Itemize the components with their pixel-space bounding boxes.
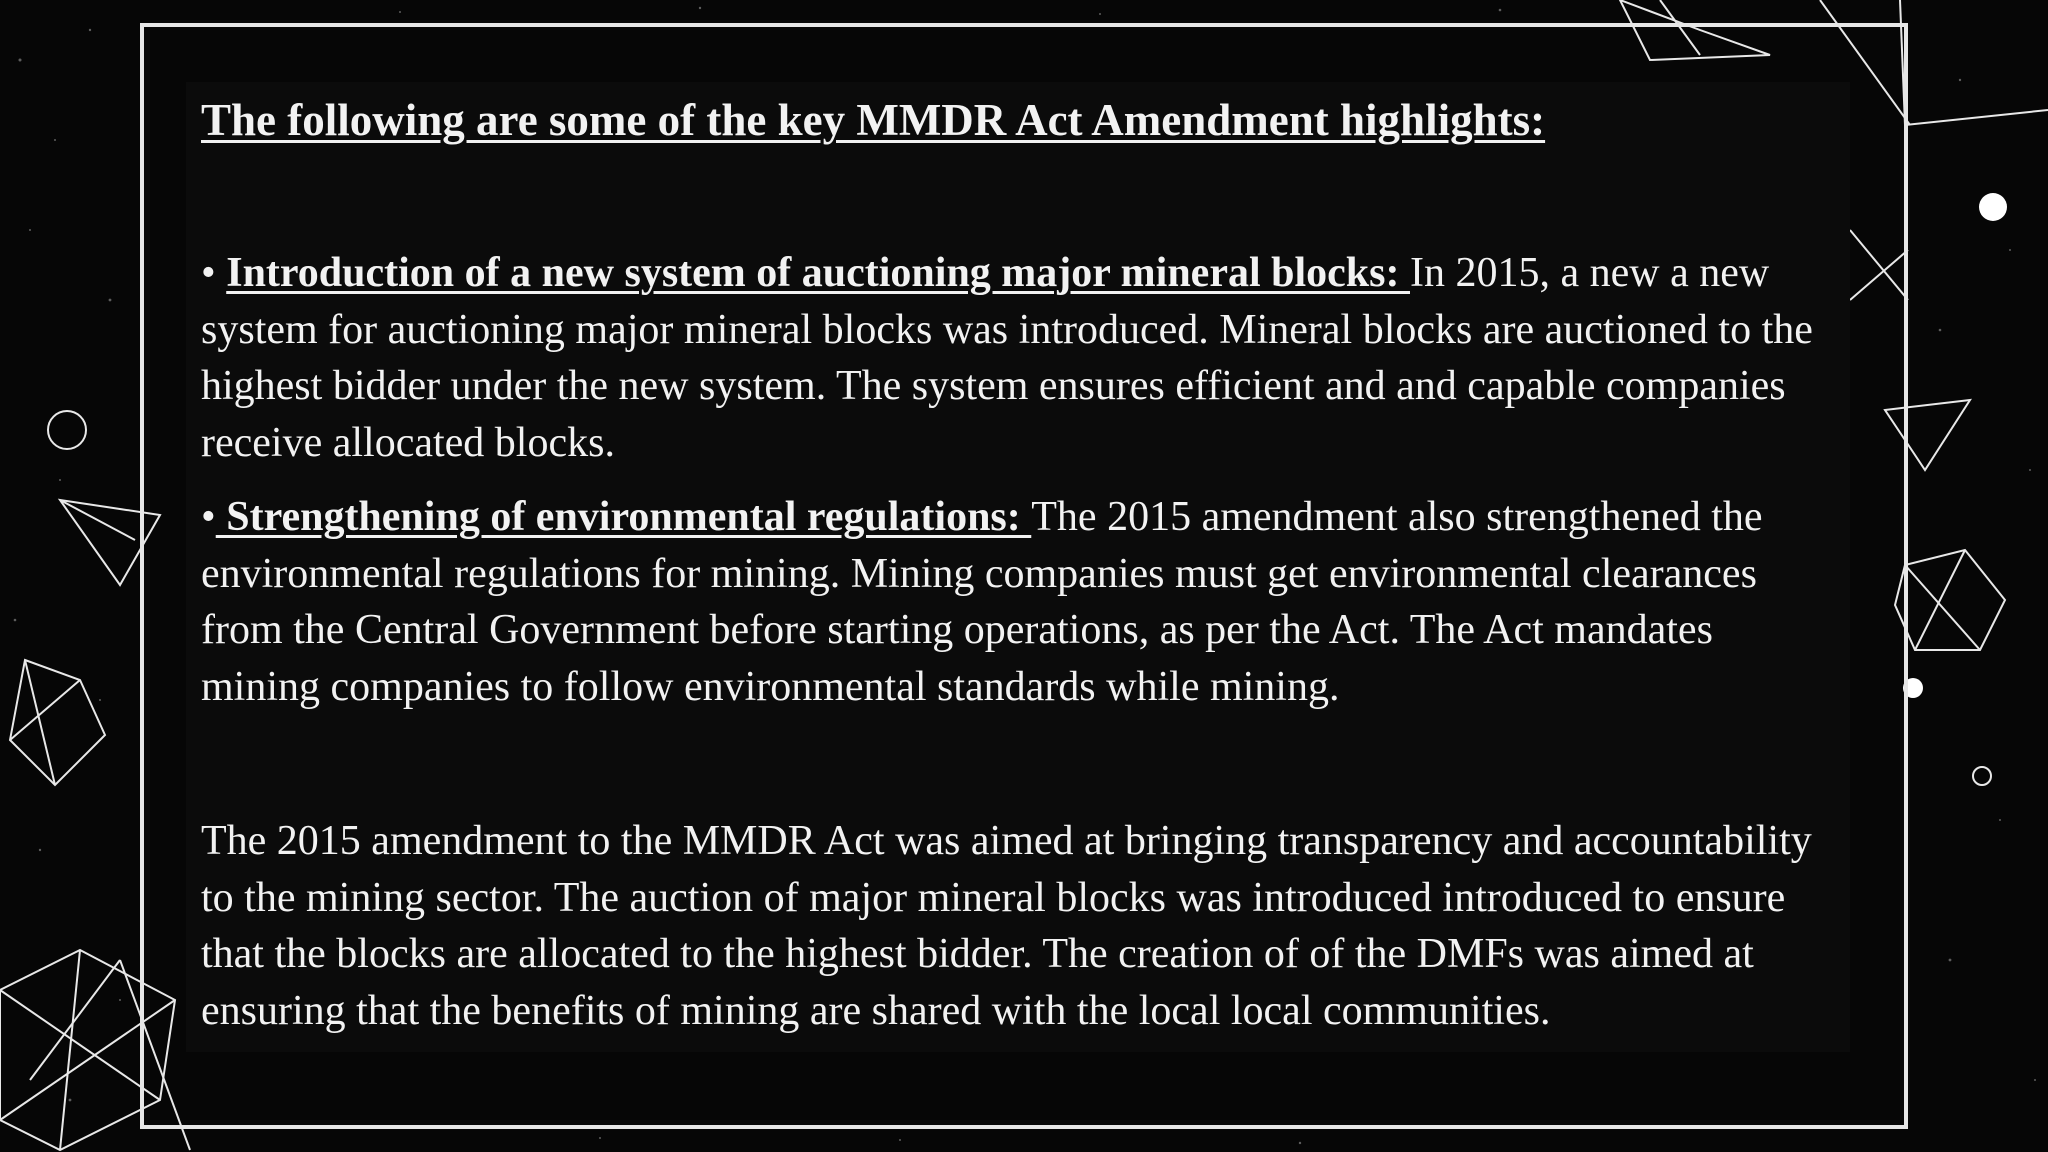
bullet-marker: • [201,250,216,296]
bullet-environmental-regulations [201,489,1821,715]
summary-paragraph: The 2015 amendment to the MMDR Act was aimed at bringing transparency and accountability to the mining sector. The auction of major mineral blocks was introduced introduced to ensure that the blocks are allocated to the highest bidder. The creation of of the DMFs was aimed at ensuring that the benefits of mining are shared with the local local communities. [201,818,1812,1034]
bullet-body-text: In 2015, a new a new system for auctioning major mineral blocks was introduced. Mineral blocks are auctioned to the highest bidder under the new system. The system ensures efficient and and capable companies receive allocated blocks. [201,250,1813,466]
bullet-marker: • [201,494,216,540]
slide-content [201,86,1821,1039]
bullet-auction-system [201,245,1821,471]
slide-heading: The following are some of the key MMDR Act Amendment highlights: [201,95,1546,145]
bullet-lead-text: Introduction of a new system of auctioning major mineral blocks: [226,250,1410,296]
bullet-lead-text: Strengthening of environmental regulations: [215,494,1032,540]
bullet-body-text: The 2015 amendment also strengthened the environmental regulations for mining. Mining companies must get environmental clearances from the Central Government before starting operations, as per the Act. The Act mandates mining companies to follow environmental standards while mining. [201,494,1763,710]
